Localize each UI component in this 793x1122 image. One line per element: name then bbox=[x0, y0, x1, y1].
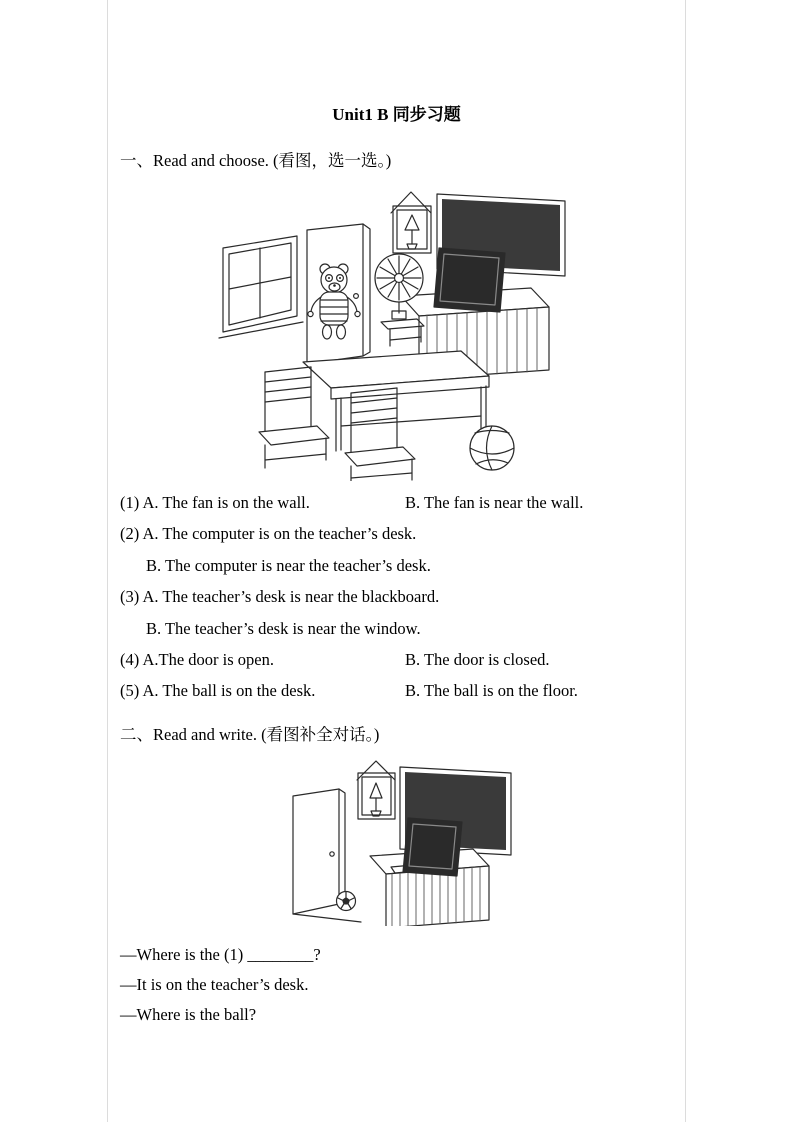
question-list bbox=[120, 487, 583, 707]
question-row bbox=[120, 613, 583, 644]
bear-icon bbox=[308, 264, 360, 339]
option-b: B. The computer is near the teacher’s desk. bbox=[146, 555, 431, 575]
section1-heading: 一、Read and choose. (看图，选一选。) bbox=[120, 151, 392, 170]
page-margin-line-left bbox=[107, 0, 108, 1122]
option-b: B. The fan is near the wall. bbox=[405, 493, 584, 512]
classroom-illustration-2 bbox=[285, 756, 515, 926]
dialogue-line-2: —It is on the teacher’s desk. bbox=[120, 975, 309, 994]
soccer-ball-icon bbox=[337, 892, 356, 911]
option-a: (2) A. The computer is on the teacher’s desk. bbox=[120, 524, 417, 544]
question-row bbox=[120, 518, 583, 549]
classroom-scene-1 bbox=[213, 186, 568, 481]
ball-icon bbox=[470, 426, 514, 470]
classroom-illustration-1 bbox=[213, 186, 568, 481]
option-a: (3) A. The teacher’s desk is near the blackboard. bbox=[120, 587, 440, 607]
computer-icon bbox=[434, 248, 505, 312]
option-a: (1) A. The fan is on the wall. bbox=[120, 493, 310, 512]
dialogue-line-1: —Where is the (1) ________? bbox=[120, 945, 321, 964]
dialogue-block bbox=[120, 940, 321, 1030]
option-b: B. The ball is on the floor. bbox=[405, 681, 578, 701]
window-icon bbox=[219, 236, 303, 338]
question-row bbox=[120, 675, 583, 706]
student-desk bbox=[303, 351, 489, 451]
option-a: (5) A. The ball is on the desk. bbox=[120, 681, 316, 701]
page-title: Unit1 B 同步习题 bbox=[332, 105, 461, 124]
classroom-scene-2 bbox=[285, 756, 515, 926]
question-row bbox=[120, 550, 583, 581]
option-b: B. The door is closed. bbox=[405, 649, 550, 669]
dialogue-line-3: —Where is the ball? bbox=[120, 1005, 257, 1024]
question-row bbox=[120, 487, 583, 518]
option-a: (4) A.The door is open. bbox=[120, 649, 274, 669]
picture-frame-icon bbox=[357, 761, 395, 819]
section2-heading: 二、Read and write. (看图补全对话。) bbox=[120, 725, 380, 744]
question-row bbox=[120, 581, 583, 612]
computer-icon bbox=[403, 818, 462, 876]
chair-icon bbox=[345, 388, 415, 481]
page-margin-line-right bbox=[685, 0, 686, 1122]
question-row bbox=[120, 644, 583, 675]
chair-icon bbox=[259, 367, 329, 468]
option-b: B. The teacher’s desk is near the window. bbox=[146, 618, 421, 638]
picture-frame-icon bbox=[391, 192, 431, 253]
